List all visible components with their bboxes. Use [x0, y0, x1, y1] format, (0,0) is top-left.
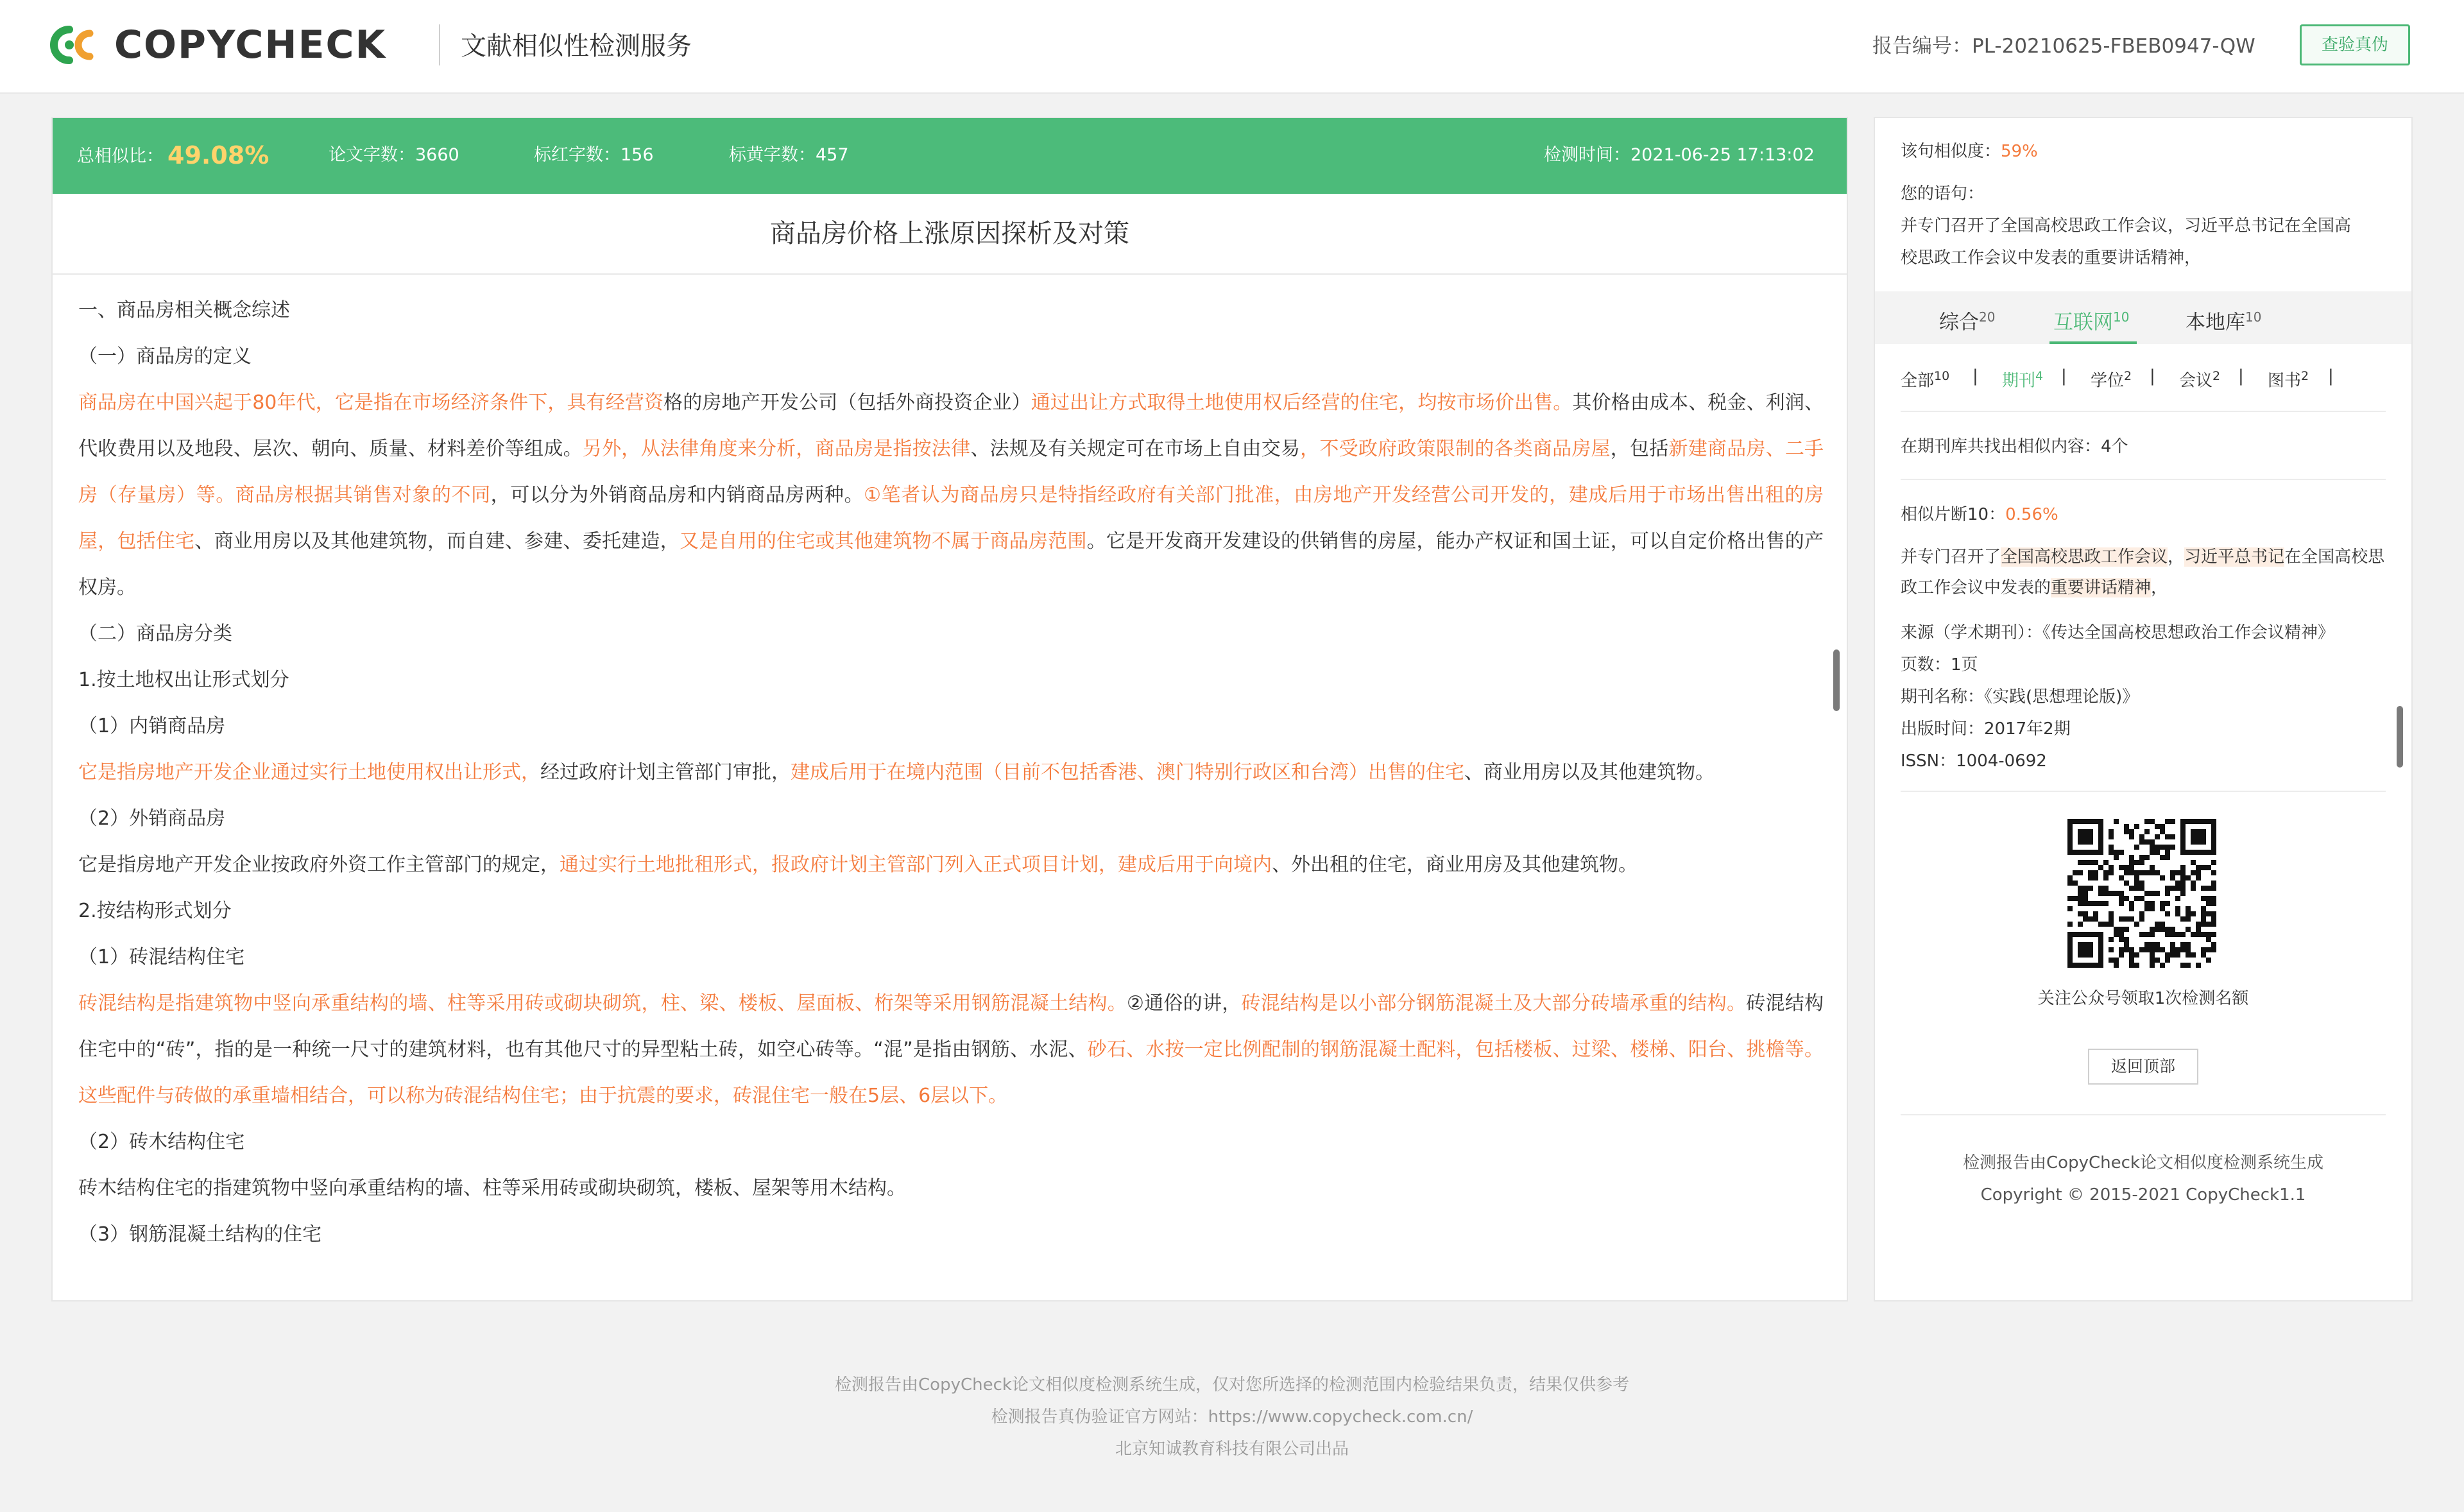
check-time: 检测时间：2021-06-25 17:13:02: [1544, 145, 1815, 165]
qr-caption: 关注公众号领取1次检测名额: [2037, 989, 2249, 1008]
similar-text-highlight[interactable]: 它是指房地产开发企业通过实行土地使用权出让形式，: [78, 761, 540, 784]
matched-phrase: 习近平总书记: [2184, 547, 2285, 567]
total-similarity: [77, 142, 269, 169]
fragment-run: ，: [2168, 547, 2185, 567]
sentence-similarity-label: 该句相似度：: [1901, 142, 2001, 161]
publish-time: 出版时间：2017年2期: [1901, 719, 2071, 739]
similar-text-highlight[interactable]: 建成后用于在境内范围（目前不包括香港、澳门特别行政区和台湾）出售的住宅: [791, 761, 1464, 784]
footer-website[interactable]: 检测报告真伪验证官方网站：https://www.copycheck.com.cn/: [991, 1407, 1473, 1427]
matched-phrase: 全国高校思政工作会议: [2001, 547, 2168, 567]
journal-name: 期刊名称：《实践(思想理论版)》: [1901, 687, 2139, 707]
document-content[interactable]: [78, 288, 1824, 1276]
similar-text-highlight[interactable]: ，不受政府政策限制的各类商品房屋: [1300, 438, 1611, 460]
copycheck-logo[interactable]: [50, 24, 416, 65]
document-text: （3）钢筋混凝土结构的住宅: [78, 1223, 322, 1246]
similar-text-highlight[interactable]: 通过实行土地批租形式，报政府计划主管部门列入正式项目计划，建成后用于向境内: [560, 854, 1272, 876]
yellow-word-count: 标黄字数：457: [729, 145, 849, 165]
document-text: ，包括: [1610, 438, 1669, 460]
document-paragraph: [78, 796, 1824, 842]
document-text: （2）外销商品房: [78, 807, 226, 830]
tab-internet-count: 10: [2113, 309, 2130, 325]
fragment-similarity: [1901, 499, 2058, 530]
filter-conference-label: 会议: [2179, 371, 2213, 391]
top-header: [0, 0, 2464, 94]
report-main-panel: [51, 117, 1848, 1302]
document-paragraph: [78, 334, 1824, 380]
fragment-text: [1901, 542, 2388, 603]
red-word-count: 标红字数：156: [534, 145, 654, 165]
document-text: 1.按土地权出让形式划分: [78, 669, 289, 691]
filter-all[interactable]: [1901, 362, 1949, 395]
document-scrollbar[interactable]: [1833, 649, 1840, 711]
verify-authenticity-button[interactable]: 查验真伪: [2300, 24, 2410, 65]
document-text: 其价格由成本、税金、利润、代收费用以及地段、层次、朝向、质量、材料差价等组成。: [78, 391, 1824, 460]
document-title-box: [53, 194, 1847, 275]
fragment-run: 在全国高校思政工作会议中发表的: [1901, 547, 2385, 597]
similarity-side-panel: [1874, 117, 2413, 1302]
side-scrollbar[interactable]: [2397, 706, 2403, 768]
document-text: 砖混结构住宅中的“砖”，指的是一种统一尺寸的建筑材料，也有其他尺寸的异型粘土砖，如空心砖等。“混”是指由钢筋、水泥、: [78, 992, 1824, 1061]
divider: [1901, 411, 2386, 412]
similar-text-highlight[interactable]: 商品房在中国兴起于80年代，它是指在市场经济条件下，具有经营资: [78, 391, 664, 414]
page-count: 页数：1页: [1901, 655, 1978, 674]
fragment-label: 相似片断10：: [1901, 505, 2006, 524]
side-footer-line-2: Copyright © 2015-2021 CopyCheck1.1: [1980, 1185, 2306, 1205]
fragment-run: 并专门召开了: [1901, 547, 2001, 567]
filter-journal[interactable]: [2002, 362, 2043, 395]
filter-separator: |: [2061, 366, 2067, 386]
filter-conference-count: 2: [2212, 369, 2221, 383]
filter-book-label: 图书: [2268, 371, 2302, 391]
document-text: 2.按结构形式划分: [78, 900, 232, 922]
qr-code-image: [2067, 819, 2216, 968]
word-count: 论文字数：3660: [329, 145, 459, 165]
filter-separator: |: [2238, 366, 2244, 386]
document-paragraph: [78, 657, 1824, 703]
source-tabs: [1875, 291, 2411, 344]
document-text: 、法规及有关规定可在市场上自由交易: [970, 438, 1301, 460]
document-text: （一）商品房的定义: [78, 345, 252, 368]
document-paragraph: [78, 934, 1824, 981]
fragment-value: 0.56%: [2005, 505, 2058, 524]
side-footer-line-1: 检测报告由CopyCheck论文相似度检测系统生成: [1963, 1153, 2323, 1173]
stats-bar: [53, 118, 1847, 194]
document-text: （二）商品房分类: [78, 623, 232, 645]
similar-text-highlight[interactable]: 另外，从法律角度来分析，商品房是指按法律: [582, 438, 971, 460]
filter-degree-count: 2: [2124, 369, 2132, 383]
matched-phrase: 重要讲话精神: [2051, 578, 2152, 597]
active-tab-indicator: [2049, 341, 2137, 344]
filter-separator: |: [2150, 366, 2155, 386]
document-text: （1）砖混结构住宅: [78, 946, 245, 968]
document-paragraph: [78, 842, 1824, 888]
filter-separator: |: [2328, 366, 2334, 386]
document-text: 格的房地产开发公司（包括外商投资企业）: [663, 391, 1031, 414]
divider: [1901, 1114, 2386, 1115]
total-similarity-label: 总相似比：: [77, 146, 164, 166]
sentence-similarity: [1901, 136, 2038, 167]
similar-text-highlight[interactable]: ①笔者认为商品房只是特指经政府有关部门批准，由房地产开发经营公司开发的，建成后用于市场出售出租的房屋，包括住宅: [78, 484, 1824, 553]
document-paragraph: [78, 981, 1824, 1119]
found-count-text: 在期刊库共找出相似内容：4个: [1901, 437, 2128, 456]
document-text: 、商业用房以及其他建筑物，而自建、参建、委托建造，: [194, 530, 680, 553]
document-text: 砖木结构住宅的指建筑物中竖向承重结构的墙、柱等采用砖或砌块砌筑，楼板、屋架等用木结构。: [78, 1177, 906, 1199]
document-text: 它是指房地产开发企业按政府外资工作主管部门的规定，: [78, 854, 560, 876]
tab-comprehensive-count: 20: [1979, 309, 1996, 325]
document-paragraph: [78, 750, 1824, 796]
tab-local-library[interactable]: [2186, 303, 2261, 336]
tab-local-library-label: 本地库: [2186, 311, 2245, 334]
tab-local-library-count: 10: [2245, 309, 2262, 325]
your-sentence-line-1: 并专门召开了全国高校思政工作会议，习近平总书记在全国高: [1901, 216, 2352, 236]
your-sentence-label: 您的语句：: [1901, 184, 1985, 203]
filter-journal-count: 4: [2035, 369, 2044, 383]
document-text: 经过政府计划主管部门审批，: [540, 761, 791, 784]
document-paragraph: [78, 1212, 1824, 1258]
similar-text-highlight[interactable]: 砖混结构是指建筑物中竖向承重结构的墙、柱等采用砖或砌块砌筑，柱、梁、楼板、屋面板、桁架等采用钢筋混凝土结构。: [78, 992, 1127, 1015]
total-similarity-value: 49.08%: [167, 141, 270, 169]
document-text: 、商业用房以及其他建筑物。: [1464, 761, 1715, 784]
tab-internet-label: 互联网: [2053, 311, 2113, 334]
back-to-top-button[interactable]: 返回顶部: [2088, 1049, 2198, 1085]
document-text: 。它是开发商开发建设的供销售的房屋，能办产权证和国土证，可以自定价格出售的产权房。: [78, 530, 1824, 599]
your-sentence-line-2: 校思政工作会议中发表的重要讲话精神，: [1901, 248, 2202, 268]
filter-conference[interactable]: [2179, 362, 2220, 395]
similar-text-highlight[interactable]: 砂石、水按一定比例配制的钢筋混凝土配料，包括楼板、过梁、楼梯、阳台、挑檐等。这些配件与砖做的承重墙相结合，可以称为砖混结构住宅；由于抗震的要求，砖混住宅一般在5层、6层以下。: [78, 1038, 1824, 1107]
report-number: 报告编号：PL-20210625-FBEB0947-QW: [1872, 35, 2255, 58]
document-text: 、外出租的住宅，商业用房及其他建筑物。: [1272, 854, 1638, 876]
document-text: 一、商品房相关概念综述: [78, 299, 290, 322]
tab-internet[interactable]: [2053, 303, 2129, 336]
filter-book-count: 2: [2301, 369, 2309, 383]
filter-book[interactable]: [2268, 362, 2309, 395]
footer-disclaimer: 检测报告由CopyCheck论文相似度检测系统生成，仅对您所选择的检测范围内检验结果负责，结果仅供参考: [835, 1375, 1629, 1395]
filter-degree-label: 学位: [2091, 371, 2125, 391]
footer-company: 北京知诚教育科技有限公司出品: [1115, 1439, 1349, 1459]
sentence-similarity-value: 59%: [2001, 142, 2038, 161]
document-text: （1）内销商品房: [78, 715, 226, 737]
document-paragraph: [78, 380, 1824, 611]
document-paragraph: [78, 703, 1824, 750]
filter-degree[interactable]: [2091, 362, 2132, 395]
logo-text: COPYCHECK: [114, 22, 387, 67]
document-paragraph: [78, 611, 1824, 657]
filter-journal-label: 期刊: [2002, 371, 2036, 391]
document-text: ②通俗的讲，: [1127, 992, 1242, 1015]
similar-text-highlight[interactable]: 通过出让方式取得土地使用权后经营的住宅，均按市场价出售。: [1031, 391, 1573, 414]
document-text: ，可以分为外销商品房和内销商品房两种。: [490, 484, 864, 506]
filter-separator: |: [1972, 366, 1978, 386]
document-paragraph: [78, 888, 1824, 934]
tab-comprehensive[interactable]: [1939, 303, 1995, 336]
service-subtitle: 文献相似性检测服务: [461, 31, 692, 61]
issn: ISSN：1004-0692: [1901, 752, 2047, 771]
document-paragraph: [78, 1119, 1824, 1165]
similar-text-highlight[interactable]: 又是自用的住宅或其他建筑物不属于商品房范围: [679, 530, 1087, 553]
divider: [1901, 791, 2386, 792]
source-title: 来源（学术期刊）：《传达全国高校思想政治工作会议精神》: [1901, 623, 2335, 642]
logo-mark-icon: [50, 24, 109, 65]
header-divider: [439, 24, 440, 65]
tab-comprehensive-label: 综合: [1939, 311, 1979, 334]
filter-all-count: 10: [1934, 369, 1950, 383]
similar-text-highlight[interactable]: 砖混结构是以小部分钢筋混凝土及大部分砖墙承重的结构。: [1241, 992, 1747, 1015]
filter-all-label: 全部: [1901, 371, 1935, 391]
divider: [1901, 479, 2386, 480]
document-paragraph: [78, 1165, 1824, 1212]
document-text: （2）砖木结构住宅: [78, 1131, 245, 1153]
document-title: 商品房价格上涨原因探析及对策: [770, 219, 1129, 248]
fragment-run: ，: [2151, 578, 2168, 597]
similar-text-highlight[interactable]: 新建商品房、二手房（存量房）等。商品房根据其销售对象的不同: [78, 438, 1824, 506]
document-paragraph: [78, 288, 1824, 334]
